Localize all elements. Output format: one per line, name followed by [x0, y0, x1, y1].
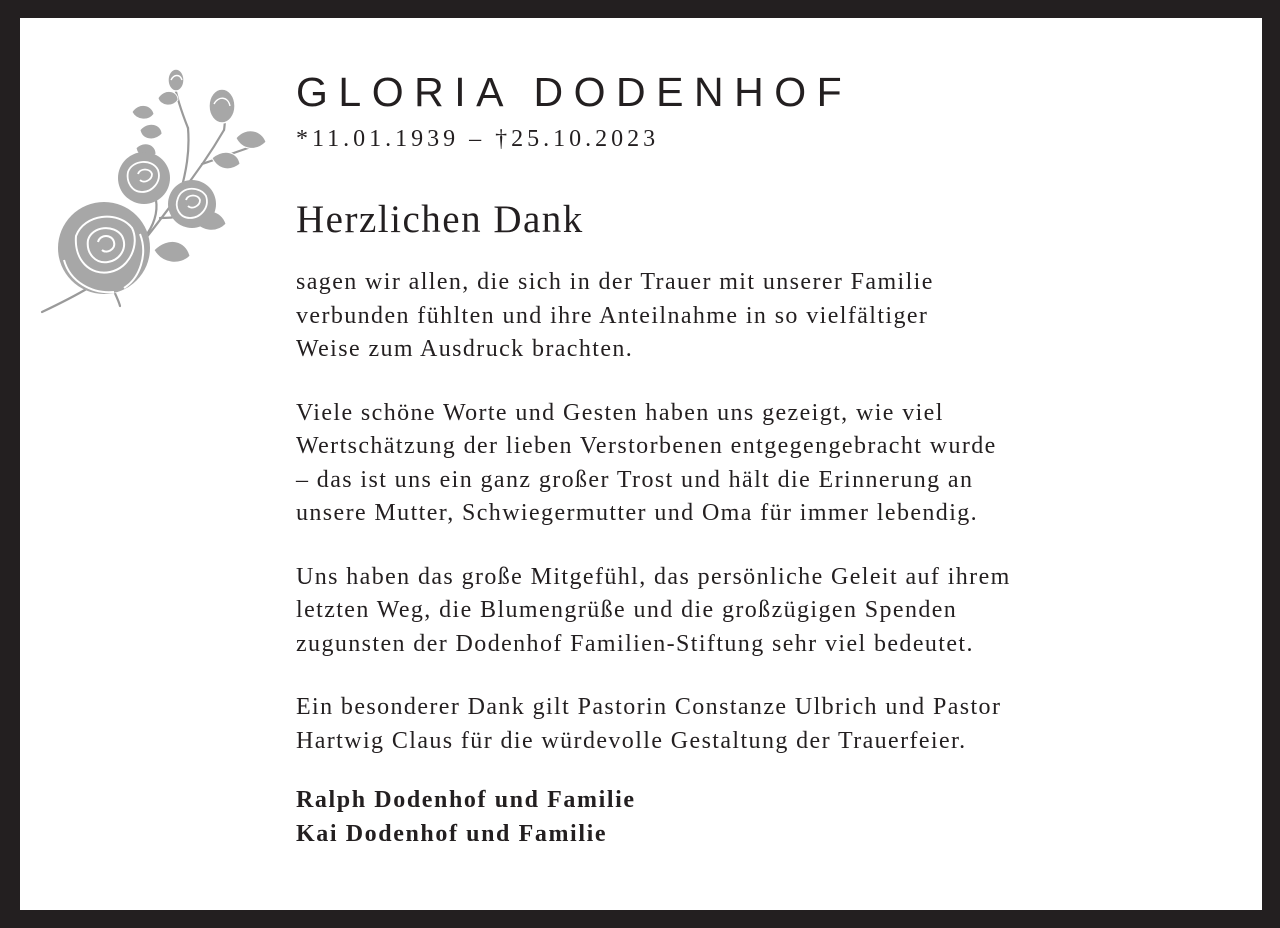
signature-line: Ralph Dodenhof und Familie [296, 787, 636, 813]
thanks-heading: Herzlichen Dank [296, 198, 584, 241]
paragraph-thanks: sagen wir allen, die sich in der Trauer mit unserer Familie verbunden fühlten und ihre Anteilnahme in so vielfältiger Weise zum Ausdruck brachten. [296, 269, 934, 362]
life-dates: *11.01.1939 – †25.10.2023 [296, 126, 660, 152]
rose-branch-icon [40, 68, 272, 316]
paragraph-words-gestures: Viele schöne Worte und Gesten haben uns gezeigt, wie viel Wertschätzung der lieben Verstorbenen entgegengebracht wurde – das ist uns ein ganz großer Trost und hält die Erinnerung an unsere Mutter, Schwiegermutter und Oma für immer lebendig. [296, 399, 997, 526]
signature-line: Kai Dodenhof und Familie [296, 820, 608, 847]
notice-content [296, 66, 1226, 851]
paragraph-sympathy: Uns haben das große Mitgefühl, das persönliche Geleit auf ihrem letzten Weg, die Blumengrüße und die großzügigen Spenden zugunsten der Dodenhof Familien-Stiftung sehr viel bedeutet. [296, 563, 1011, 657]
deceased-name: GLORIA DODENHOF [296, 69, 853, 115]
signatures [296, 784, 1226, 851]
paragraph-special-thanks: Ein besonderer Dank gilt Pastorin Constanze Ulbrich und Pastor Hartwig Claus für die würdevolle Gestaltung der Trauerfeier. [296, 694, 1002, 754]
